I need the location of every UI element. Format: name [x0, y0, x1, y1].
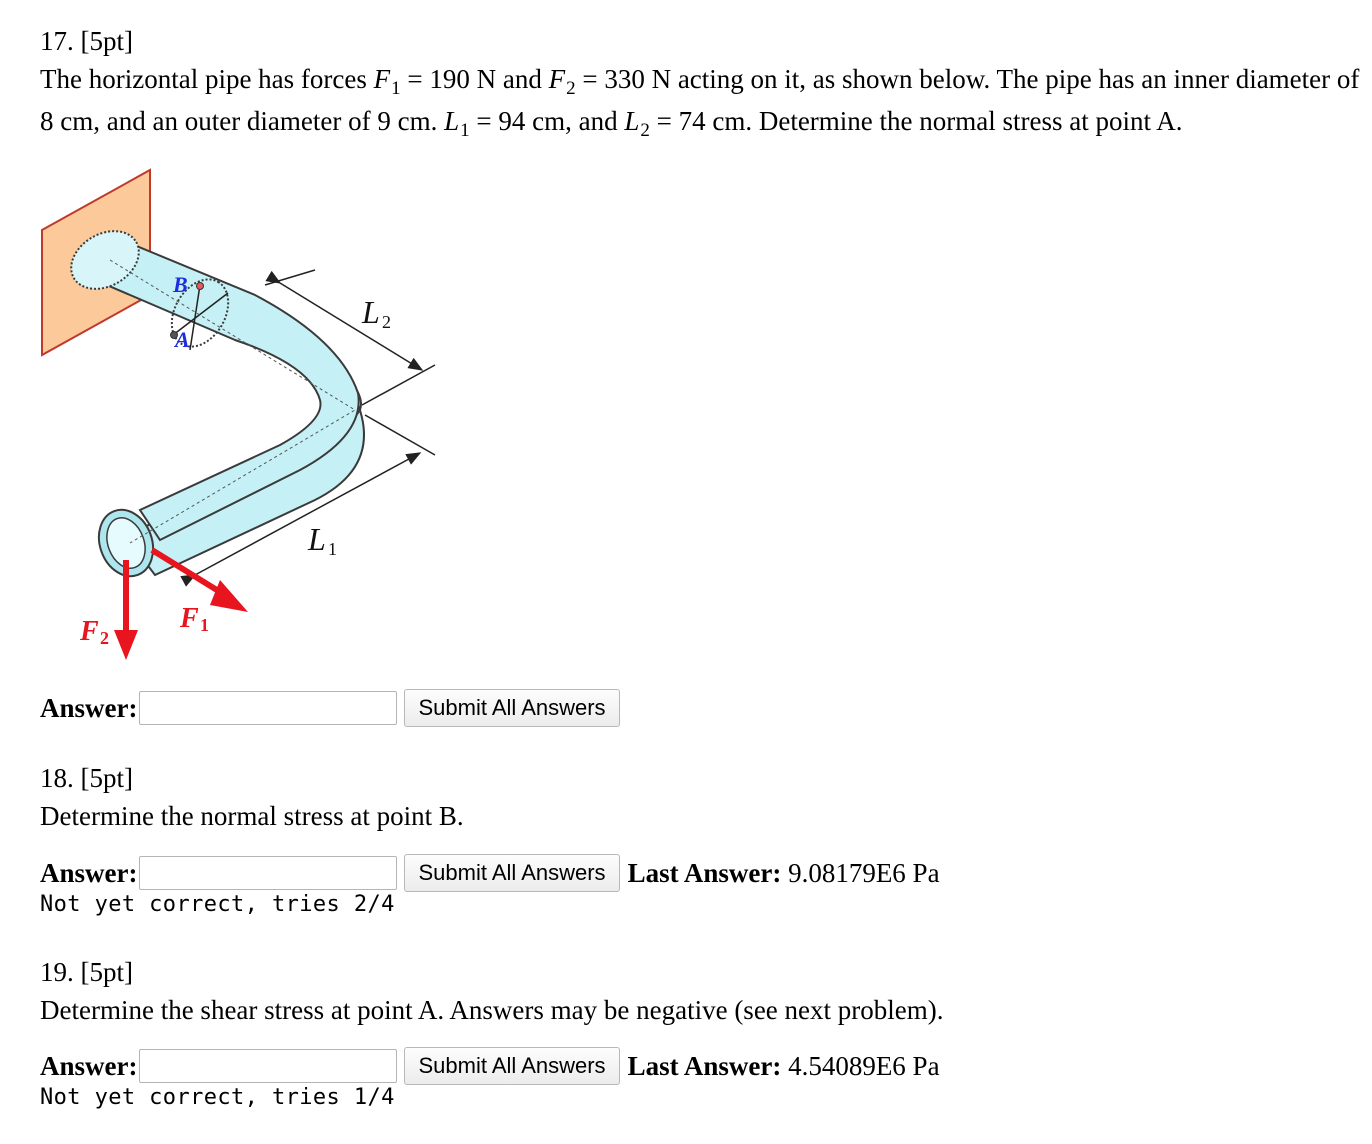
label-f1: F	[180, 603, 199, 634]
question-text: = 190 N and	[400, 64, 549, 94]
problem-18	[40, 759, 464, 835]
problem-18-question: Determine the normal stress at point B.	[40, 801, 464, 831]
label-point-a: A	[175, 327, 190, 352]
problem-number: 17.	[40, 26, 74, 56]
dimension-extension-top	[265, 270, 315, 285]
pipe-figure	[40, 165, 450, 670]
submit-all-answers-button[interactable]: Submit All Answers	[404, 1047, 619, 1085]
problem-number: 18.	[40, 763, 74, 793]
var-f2-sub: 2	[566, 78, 576, 99]
problem-17-question	[40, 60, 1370, 144]
problem-points: [5pt]	[80, 957, 133, 987]
answer-label: Answer:	[40, 692, 138, 723]
label-l1: L	[308, 521, 326, 557]
var-l1-sub: 1	[460, 120, 470, 141]
question-text: = 94 cm, and	[469, 106, 625, 136]
var-f1-sub: 1	[391, 78, 401, 99]
submit-all-answers-button[interactable]: Submit All Answers	[404, 854, 619, 892]
question-text: The horizontal pipe has forces	[40, 64, 374, 94]
last-answer	[628, 1051, 940, 1082]
question-text: = 74 cm. Determine the normal stress at point A.	[649, 106, 1183, 136]
force-f2-arrow-head	[114, 630, 138, 660]
answer-input-17[interactable]	[139, 691, 397, 725]
var-f1: F	[373, 64, 391, 94]
var-l2: L	[624, 106, 640, 136]
last-answer-label: Last Answer:	[627, 857, 782, 888]
problem-18-header	[40, 759, 464, 797]
problem-17	[40, 22, 1370, 144]
dimension-extension-mid-top	[362, 365, 435, 405]
problem-17-header	[40, 22, 1370, 60]
answer-input-19[interactable]	[139, 1049, 397, 1083]
last-answer-value: 9.08179E6 Pa	[788, 857, 940, 888]
answer-label: Answer:	[40, 857, 138, 888]
label-point-b: B	[173, 272, 188, 297]
label-l2: L	[362, 294, 380, 330]
last-answer-value: 4.54089E6 Pa	[788, 1050, 940, 1081]
problem-19-header	[40, 953, 944, 991]
problem-19-question: Determine the shear stress at point A. Answers may be negative (see next problem).	[40, 995, 944, 1025]
problem-points: [5pt]	[80, 26, 133, 56]
dimension-extension-mid-bottom	[365, 415, 435, 455]
last-answer-label: Last Answer:	[627, 1050, 782, 1081]
problem-number: 19.	[40, 957, 74, 987]
answer-input-18[interactable]	[139, 856, 397, 890]
status-message-19: Not yet correct, tries 1/4	[40, 1085, 395, 1110]
answer-label: Answer:	[40, 1050, 138, 1081]
pipe-diagram	[40, 165, 450, 665]
label-f2: F	[80, 616, 99, 647]
label-l2-sub: 2	[382, 312, 391, 332]
problem-19	[40, 953, 944, 1029]
answer-row-17	[40, 688, 620, 728]
last-answer	[628, 858, 940, 889]
var-l2-sub: 2	[640, 120, 650, 141]
force-f1-arrow-head	[210, 580, 248, 612]
var-l1: L	[444, 106, 460, 136]
status-message-18: Not yet correct, tries 2/4	[40, 892, 395, 917]
label-f1-sub: 1	[200, 615, 209, 635]
answer-row-18	[40, 853, 940, 893]
submit-all-answers-button[interactable]: Submit All Answers	[404, 689, 619, 727]
label-f2-sub: 2	[100, 628, 109, 648]
var-f2: F	[548, 64, 566, 94]
point-b-marker	[197, 283, 204, 290]
problem-points: [5pt]	[80, 763, 133, 793]
answer-row-19	[40, 1046, 940, 1086]
label-l1-sub: 1	[328, 539, 337, 559]
question-text: = 330 N acting on it, as shown below. The pipe has an inner diameter of 8 cm, and an outer diameter of 9 cm.	[40, 64, 1360, 136]
